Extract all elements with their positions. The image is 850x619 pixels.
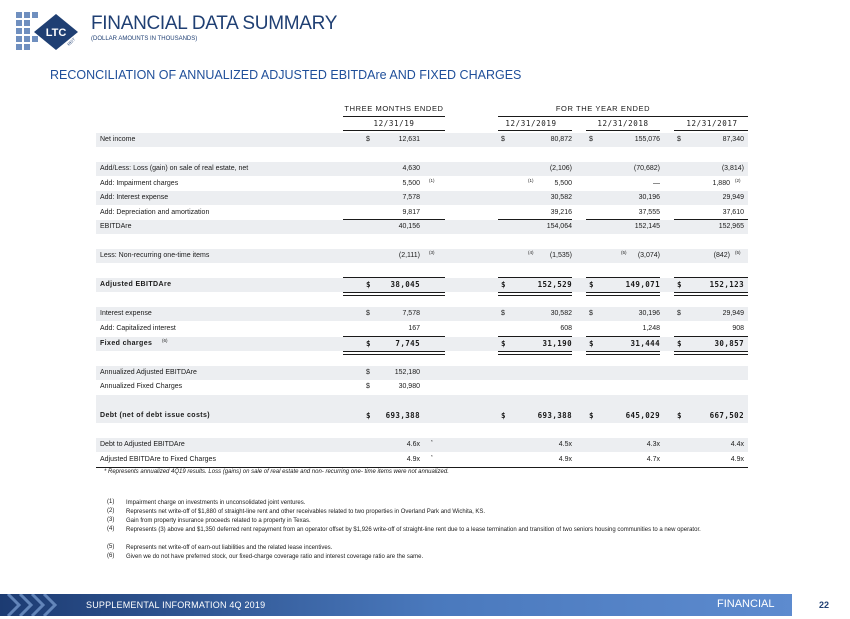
section-title (50, 68, 521, 82)
cell-c3: 4.3x (646, 441, 660, 448)
table-row-depreciation (96, 206, 748, 220)
cell-c3: (3,074) (637, 252, 660, 259)
footnote-text: Impairment charge on investments in unconsolidated joint ventures. (126, 500, 306, 506)
table-row-adjusted-ebitdare (96, 278, 748, 292)
chevron-decoration-icon (0, 594, 80, 616)
table-row-annualized-fixed-charges (96, 380, 748, 394)
cell-c4: 1,880 (712, 180, 730, 187)
col-header-2018: 12/31/2018 (597, 119, 649, 128)
footnote-number: (2) (107, 508, 115, 514)
cell-c2: (1,535) (549, 252, 572, 259)
cell-c2: 608 (560, 325, 572, 332)
row-label: Interest expense (100, 310, 152, 317)
cell-c2: 4.5x (558, 441, 572, 448)
cell-c1: 40,156 (398, 223, 420, 230)
cell-c1: 7,745 (395, 339, 420, 348)
dollar-sign: $ (501, 411, 506, 420)
page-title: FINANCIAL DATA SUMMARY (91, 13, 338, 34)
logo-text: LTC (45, 27, 67, 39)
footnote-ref: (6) (162, 338, 168, 343)
footnote-ref: (1) (429, 178, 435, 183)
cell-c3: 1,248 (642, 325, 660, 332)
cell-c1: 5,500 (402, 180, 420, 187)
cell-c4: 4.4x (730, 441, 744, 448)
cell-c3: 31,444 (630, 339, 660, 348)
row-label: Adjusted EBITDAre (100, 281, 172, 288)
cell-c4: (842) (713, 252, 730, 259)
footnote-number: (4) (107, 526, 115, 532)
table-row-nonrecurring (96, 249, 748, 263)
footer-section-label: FINANCIAL (717, 598, 775, 610)
dollar-sign: $ (589, 310, 593, 317)
cell-c3: 30,196 (638, 194, 660, 201)
ltc-reit-logo (14, 10, 78, 54)
footnote-text: Given we do not have preferred stock, our fixed-charge coverage ratio and interest coverage ratio are the same. (126, 554, 424, 560)
dollar-sign: $ (501, 280, 506, 289)
cell-c4: 667,502 (709, 411, 744, 420)
cell-c3: (70,682) (633, 165, 660, 172)
row-label: Add: Impairment charges (100, 180, 179, 187)
cell-c2: 5,500 (554, 180, 572, 187)
col-header-2019: 12/31/2019 (505, 119, 557, 128)
page-subtitle: (DOLLAR AMOUNTS IN THOUSANDS) (91, 36, 198, 42)
row-label: Annualized Fixed Charges (100, 383, 183, 390)
cell-c1: 4,630 (402, 165, 420, 172)
table-row-debt (96, 409, 748, 423)
col-header-2017: 12/31/2017 (686, 119, 738, 128)
row-label: Fixed charges (100, 340, 153, 347)
footnote-number: (1) (107, 499, 115, 505)
annualized-footnote: * Represents annualized 4Q19 results. Loss (gains) on sale of real estate and non- recurring one- time items were not annualized. (104, 469, 449, 475)
cell-c1: 9,817 (402, 209, 420, 216)
cell-c4: (3,814) (721, 165, 744, 172)
cell-c1: (2,111) (398, 252, 420, 259)
table-row-ebitdare-to-fixed (96, 453, 748, 467)
footnote-ref: (4) (528, 250, 534, 255)
cell-c2: 4.9x (558, 456, 572, 463)
dollar-sign: $ (677, 339, 682, 348)
cell-c3: 149,071 (625, 280, 660, 289)
table-row-annualized-adjusted-ebitdare (96, 366, 748, 380)
row-label: Debt to Adjusted EBITDAre (100, 441, 185, 448)
cell-c1: 152,180 (394, 369, 420, 376)
dollar-sign: $ (501, 310, 505, 317)
dollar-sign: $ (366, 310, 370, 317)
dollar-sign: $ (677, 280, 682, 289)
cell-c2: 30,582 (550, 194, 572, 201)
dollar-sign: $ (589, 136, 593, 143)
cell-c3: — (653, 180, 660, 187)
row-label: Net income (100, 136, 136, 143)
table-row-fixed-charges (96, 337, 748, 351)
footer-left-text: SUPPLEMENTAL INFORMATION 4Q 2019 (86, 600, 266, 610)
dollar-sign: $ (366, 369, 370, 376)
dollar-sign: $ (366, 339, 371, 348)
cell-c4: 29,949 (722, 310, 744, 317)
cell-c4: 30,857 (714, 339, 744, 348)
footnote-number: (3) (107, 517, 115, 523)
table-row-net-income (96, 133, 748, 147)
row-label: Add/Less: Loss (gain) on sale of real estate, net (100, 165, 249, 172)
cell-c4: 29,949 (722, 194, 744, 201)
row-label: Add: Interest expense (100, 194, 169, 201)
footnote-number: (5) (107, 544, 115, 550)
footnote-ref: * (431, 439, 433, 444)
cell-c4: 152,123 (709, 280, 744, 289)
cell-c2: 31,190 (542, 339, 572, 348)
footnote-ref: (5) (735, 250, 741, 255)
cell-c4: 87,340 (722, 136, 744, 143)
cell-c1: 7,578 (402, 310, 420, 317)
cell-c1: 693,388 (385, 411, 420, 420)
footnote-ref: * (431, 454, 433, 459)
cell-c3: 152,145 (634, 223, 660, 230)
cell-c2: 152,529 (537, 280, 572, 289)
footnote-number: (6) (107, 553, 115, 559)
cell-c4: 908 (732, 325, 744, 332)
footnote-text: Represents (3) above and $1,350 deferred rent repayment from an operator offset by $1,926 write-off of straight-line rent due to a lease termination and transition of two seniors housing communities to a new operator. (126, 527, 701, 533)
section-title-text: RECONCILIATION OF ANNUALIZED ADJUSTED EBITDAre AND FIXED CHARGES (50, 68, 522, 82)
dollar-sign: $ (366, 136, 370, 143)
header-three-months: THREE MONTHS ENDED (344, 104, 444, 113)
row-label: Less: Non-recurring one-time items (100, 252, 210, 259)
col-header-q4-2019: 12/31/19 (373, 119, 415, 128)
row-label: Annualized Adjusted EBITDAre (100, 369, 197, 376)
dollar-sign: $ (677, 310, 681, 317)
cell-c3: 155,076 (634, 136, 660, 143)
table-row-debt-to-ebitdare (96, 438, 748, 452)
dollar-sign: $ (366, 411, 371, 420)
cell-c3: 37,555 (638, 209, 660, 216)
page-number: 22 (818, 600, 829, 610)
table-row-interest-expense-2 (96, 307, 748, 321)
footer (0, 594, 850, 619)
table-row-interest-expense (96, 191, 748, 205)
cell-c2: 80,872 (550, 136, 572, 143)
row-label: Add: Capitalized interest (100, 325, 176, 332)
header-year-ended: FOR THE YEAR ENDED (555, 104, 651, 113)
row-label: Debt (net of debt issue costs) (100, 412, 211, 419)
cell-c2: 30,582 (550, 310, 572, 317)
dollar-sign: $ (677, 411, 682, 420)
table-row-loss-gain (96, 162, 748, 176)
dollar-sign: $ (501, 136, 505, 143)
dollar-sign: $ (589, 280, 594, 289)
footnote-ref: (5) (621, 250, 627, 255)
footnote-text: Gain from property insurance proceeds related to a property in Texas. (126, 518, 311, 524)
table-row-capitalized-interest (96, 322, 748, 336)
cell-c1: 12,631 (398, 136, 420, 143)
dollar-sign: $ (366, 280, 371, 289)
cell-c4: 37,610 (722, 209, 744, 216)
dollar-sign: $ (589, 411, 594, 420)
dollar-sign: $ (366, 383, 370, 390)
cell-c2: 154,064 (546, 223, 572, 230)
cell-c2: 693,388 (537, 411, 572, 420)
cell-c3: 30,196 (638, 310, 660, 317)
row-label: Adjusted EBITDAre to Fixed Charges (100, 456, 216, 463)
dollar-sign: $ (501, 339, 506, 348)
table-row-ebitdare (96, 220, 748, 234)
row-label: EBITDAre (100, 223, 132, 230)
cell-c1: 167 (408, 325, 420, 332)
footnote-text: Represents net write-off of earn-out liabilities and the related lease incentives. (126, 545, 333, 551)
footnote-ref: (2) (735, 178, 741, 183)
dollar-sign: $ (589, 339, 594, 348)
dollar-sign: $ (677, 136, 681, 143)
cell-c3: 4.7x (646, 456, 660, 463)
cell-c3: 645,029 (625, 411, 660, 420)
cell-c4: 4.9x (730, 456, 744, 463)
cell-c1: 38,045 (390, 280, 420, 289)
cell-c1: 4.9x (406, 456, 420, 463)
cell-c2: 39,216 (550, 209, 572, 216)
footnote-ref: (1) (528, 178, 534, 183)
cell-c1: 4.6x (406, 441, 420, 448)
logo-sub-text: REIT (66, 36, 77, 47)
footnote-ref: (3) (429, 250, 435, 255)
row-label: Add: Depreciation and amortization (100, 209, 210, 216)
cell-c1: 7,578 (402, 194, 420, 201)
footnote-text: Represents net write-off of $1,880 of straight-line rent and other receivables related to two properties in Overland Park and Wichita, KS. (126, 509, 486, 515)
cell-c2: (2,106) (549, 165, 572, 172)
cell-c1: 30,980 (398, 383, 420, 390)
cell-c4: 152,965 (718, 223, 744, 230)
table-row-impairment (96, 177, 748, 191)
